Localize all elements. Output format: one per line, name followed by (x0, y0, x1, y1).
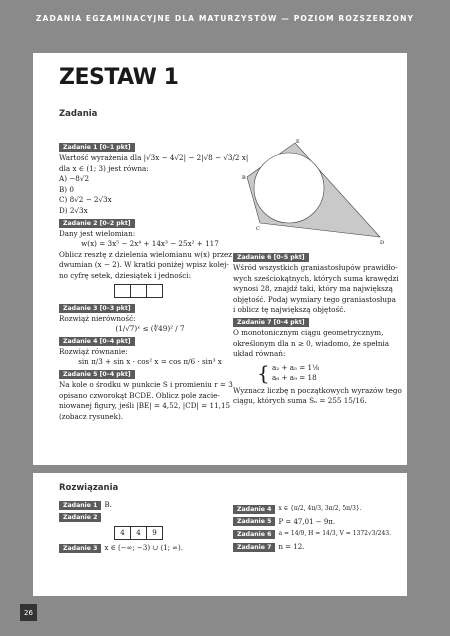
task-1-option: C) 8√2 − 2√3x (59, 195, 112, 205)
digit-box: 4 (130, 526, 147, 540)
task-7-line: określonym dla n ≥ 0, wiadomo, że spełnia (233, 338, 390, 348)
task-2-line: Dany jest wielomian: (59, 228, 136, 238)
answer-4-tag: Zadanie 4 (233, 505, 275, 514)
answer-1-text: B. (104, 501, 112, 510)
task-4-line: Rozwiąż równanie: (59, 346, 128, 356)
task-7-line: Wyznacz liczbę n początkowych wyrazów tego (233, 385, 402, 395)
task-5-tag: Zadanie 5 [0–4 pkt] (59, 370, 135, 379)
answer-3-tag: Zadanie 3 (59, 544, 101, 553)
task-6-line: Wśród wszystkich graniastosłupów prawidło- (233, 263, 398, 272)
digit-box[interactable] (130, 284, 147, 298)
task-1-tag: Zadanie 1 [0–1 pkt] (59, 143, 135, 152)
answer-2 (59, 512, 229, 525)
right-column (233, 251, 401, 407)
task-3-tag: Zadanie 3 [0–3 pkt] (59, 304, 135, 313)
answers-card (33, 473, 407, 596)
system-eq-2: a₆ + a₉ = 18 (272, 372, 317, 382)
answer-6-text: a = 14/9, H = 14/3, V = 1372√3/243. (278, 530, 391, 538)
task-7-system: { a₂ + a₅ = 1⅛ a₆ + a₉ = 18 (257, 360, 320, 385)
task-3-line: Rozwiąż nierówność: (59, 313, 136, 323)
answer-5-tag: Zadanie 5 (233, 517, 275, 526)
task-4-equation: sin π/3 + sin x · cos² x = cos π/6 · sin³ x (78, 357, 222, 367)
task-1-option: A) −8√2 (59, 174, 90, 184)
task-7-line: układ równań: (233, 349, 286, 359)
answer-4 (233, 503, 403, 516)
task-2-line: dwumian (x − 2). W kratki poniżej wpisz kolej- (59, 260, 229, 270)
task-2-line: no cyfrę setek, dziesiątek i jedności: (59, 270, 192, 280)
task-7-line: ciągu, których suma Sₙ = 255 15/16. (233, 396, 367, 406)
digit-box: 4 (114, 526, 131, 540)
answer-2-digits (115, 526, 229, 540)
answer-4-text: x ∈ {π/2, 4π/3, 3π/2, 5π/3}. (278, 505, 362, 513)
answer-5-text: P = 47,01 − 9π. (278, 517, 336, 526)
task-2-polynomial: w(x) = 3x⁵ − 2x⁴ + 14x³ − 25x² + 117 (81, 239, 219, 249)
task-7-line: O monotonicznym ciągu geometrycznym, (233, 327, 384, 337)
answer-3-text: x ∈ (−∞; −3) ∪ ⟨1; ∞). (104, 544, 183, 553)
task-4-tag: Zadanie 4 [0–4 pkt] (59, 337, 135, 346)
answers-left (59, 499, 229, 555)
system-eq-1: a₂ + a₅ = 1⅛ (272, 362, 320, 372)
task-5-line: opisano czworokąt BCDE. Oblicz pole zacie- (59, 390, 220, 400)
task-1-line: Wartość wyrażenia dla |√3x − 4√2| − 2|√8 − √3/2 x| (59, 153, 249, 162)
answer-1-tag: Zadanie 1 (59, 501, 101, 510)
task-6-line: i oblicz tę największą objętość. (233, 305, 346, 315)
task-2-digit-boxes (115, 284, 241, 298)
task-3-inequality: (1/√7)ˣ ≤ (∜49)² / 7 (115, 324, 185, 334)
vertex-label-b: B (242, 175, 246, 181)
answer-6 (233, 528, 403, 541)
task-6-line: wynosi 28, znajdź taki, który ma największą (233, 284, 393, 294)
task-1-option: D) 2√3x (59, 205, 88, 215)
task-6-line: wych sześciokątnych, których suma krawędzi (233, 273, 399, 283)
task-5-line: (zobacz rysunek). (59, 411, 124, 421)
digit-box[interactable] (146, 284, 163, 298)
task-6-line: objętość. Podaj wymiary tego graniastosłupa (233, 294, 396, 304)
page-number: 26 (20, 604, 37, 621)
vertex-label-c: C (256, 226, 260, 232)
vertex-label-e: E (296, 139, 300, 145)
answer-5 (233, 516, 403, 529)
digit-box[interactable] (114, 284, 131, 298)
running-header: ZADANIA EGZAMINACYJNE DLA MATURZYSTÓW — POZIOM ROZSZERZONY (35, 14, 415, 23)
task-7-tag: Zadanie 7 [0–4 pkt] (233, 318, 309, 327)
zadania-heading: Zadania (59, 109, 98, 119)
inscribed-circle (254, 153, 324, 223)
task-5-line: niowanej figury, jeśli |BE| = 4,52, |CD| = 11,15 (59, 401, 231, 411)
digit-box: 9 (146, 526, 163, 540)
answer-1 (59, 499, 229, 512)
zestaw-title: ZESTAW 1 (59, 65, 179, 90)
answer-2-tag: Zadanie 2 (59, 513, 101, 522)
left-column (59, 141, 249, 422)
answers-right (233, 503, 403, 553)
answer-3 (59, 542, 229, 555)
answer-6-tag: Zadanie 6 (233, 530, 275, 539)
task-2-line: Oblicz resztę z dzielenia wielomianu w(x) przez (59, 249, 233, 259)
rozwiazania-heading: Rozwiązania (59, 483, 119, 493)
task-5-line: Na kole o środku w punkcie S i promieniu r = 3 (59, 379, 233, 389)
vertex-label-d: D (380, 240, 385, 246)
task-1-option: B) 0 (59, 184, 74, 194)
answer-7 (233, 541, 403, 554)
tasks-card (33, 53, 407, 465)
answer-7-tag: Zadanie 7 (233, 543, 275, 552)
task-6-tag: Zadanie 6 [0–5 pkt] (233, 253, 309, 262)
task-1-line: dla x ∈ (1; 3) jest równa: (59, 163, 149, 173)
answer-7-text: n = 12. (278, 543, 305, 552)
task-5-figure (223, 137, 391, 246)
task-2-tag: Zadanie 2 [0–2 pkt] (59, 219, 135, 228)
